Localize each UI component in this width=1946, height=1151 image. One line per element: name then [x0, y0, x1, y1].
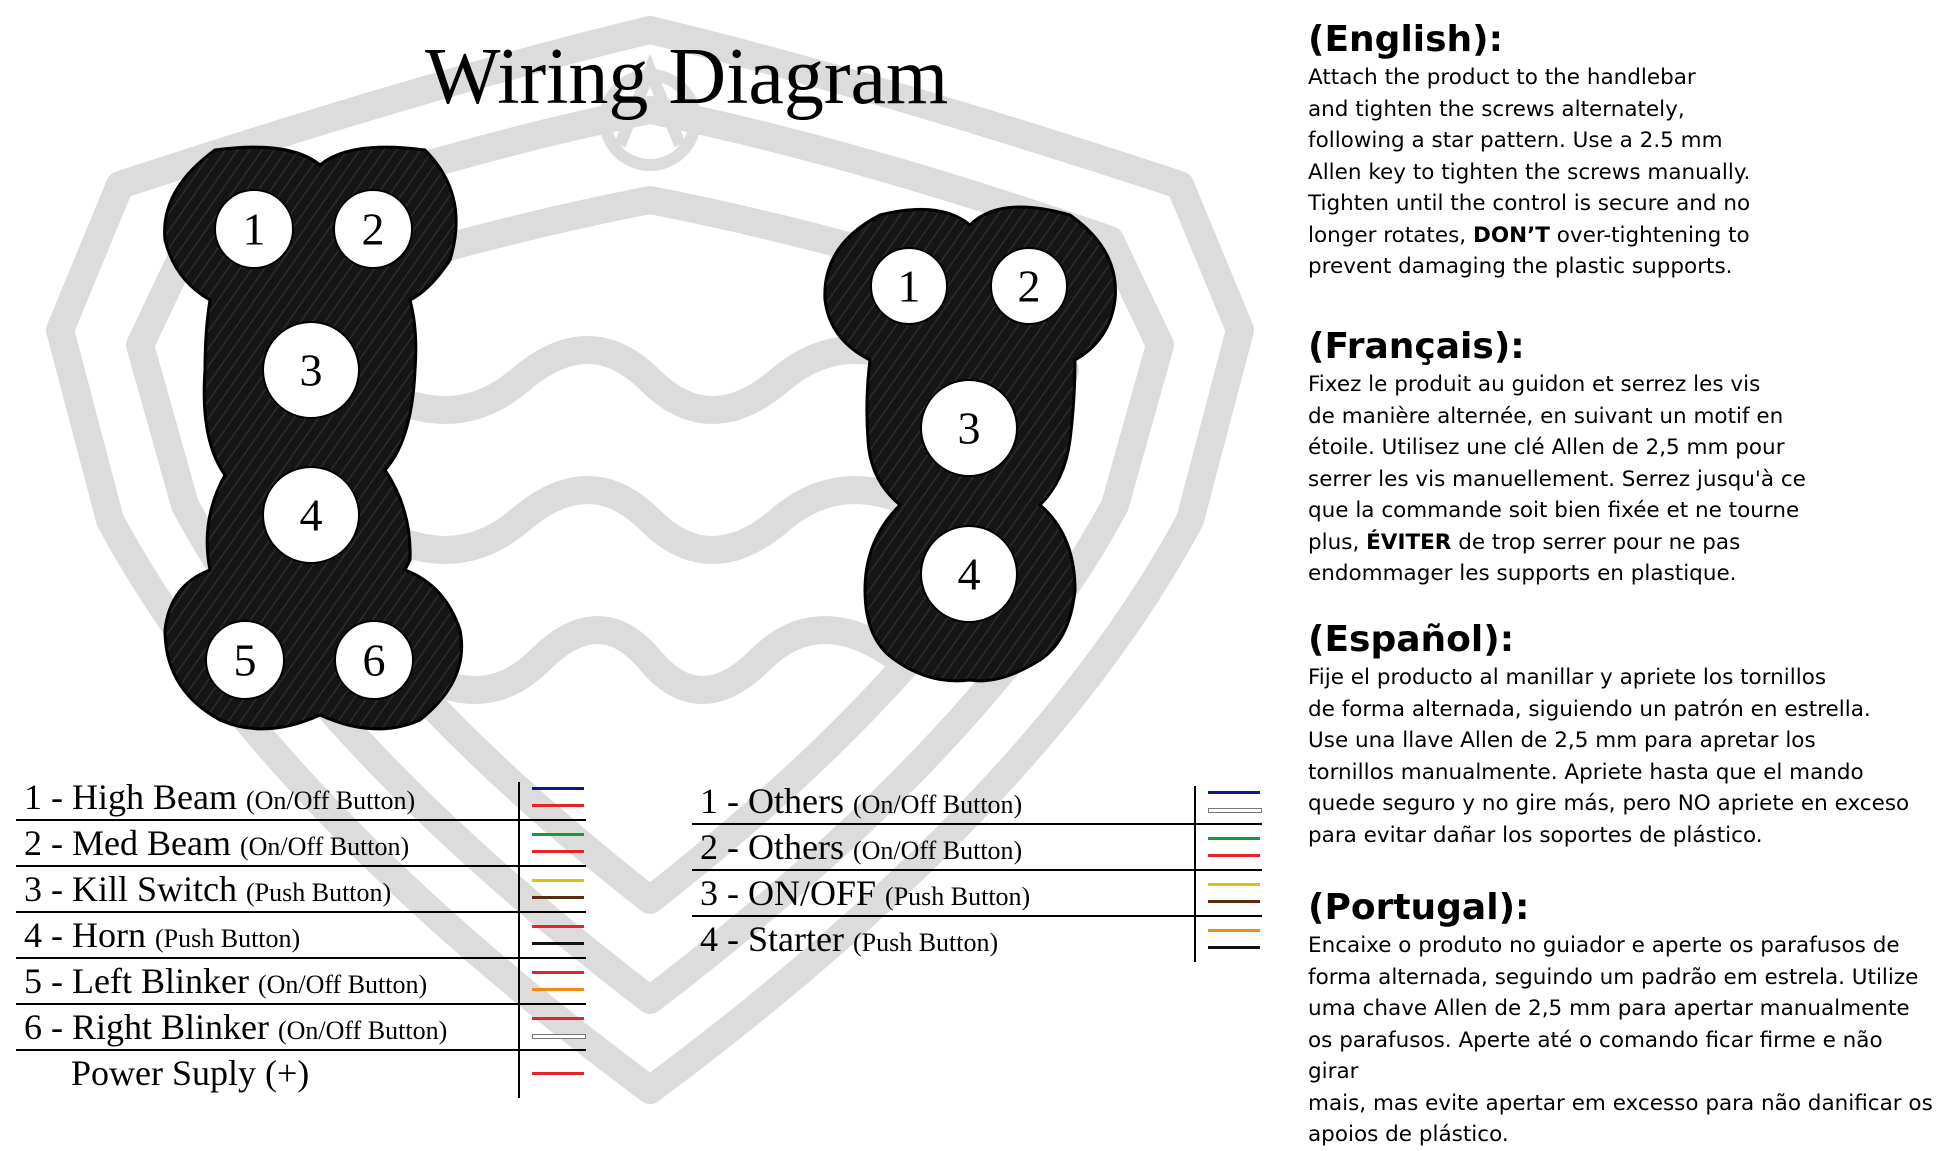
- left-table-row-4: [16, 912, 586, 958]
- english-line-5: Tighten until the control is secure and no: [1308, 191, 1751, 216]
- wire-color-swatch: [532, 1072, 584, 1075]
- wire-color-swatch: [532, 850, 584, 853]
- text-spanish: Fije el producto al manillar y apriete los tornillos de forma alternada, siguiendo un patrón en estrella. Use una llave Allen de 2,5 mm para apretar los tornillos manualmente. Apriete hasta que el mando quede seguro y no gire más, pero NO apriete en exceso para evitar dañar los soportes de plástico.: [1308, 665, 1910, 848]
- heading-english: (English):: [1308, 19, 1504, 60]
- right-table-row-1: [692, 778, 1262, 824]
- right-table-row-label: [700, 778, 1022, 828]
- text-english: [1308, 62, 1938, 283]
- wire-color-swatch: [532, 879, 584, 882]
- control-left-label-2: 2: [361, 203, 385, 255]
- left-table-row-2: [16, 820, 586, 866]
- control-left-label-4: 4: [299, 489, 323, 541]
- heading-french: (Français):: [1308, 326, 1525, 367]
- wiring-table-left: [16, 774, 596, 1104]
- left-table-row-function: Power Suply (+): [71, 1053, 310, 1093]
- left-table-row-7: [16, 1050, 586, 1096]
- wire-color-swatch: [1208, 837, 1260, 840]
- french-line-5: que la commande soit bien fixée et ne tourne: [1308, 498, 1800, 523]
- control-right-label-1: 1: [897, 260, 921, 312]
- english-line-6b: over-tightening to: [1549, 222, 1750, 248]
- left-table-row-3: [16, 866, 586, 912]
- left-table-row-function: 3 - Kill Switch: [24, 869, 237, 909]
- wire-color-swatch: [1208, 946, 1260, 949]
- wire-color-swatch: [532, 833, 584, 836]
- left-table-row-function: 1 - High Beam: [24, 777, 237, 817]
- wire-color-swatch: [532, 787, 584, 790]
- wire-color-swatch: [532, 896, 584, 899]
- right-table-row-function: 2 - Others: [700, 827, 844, 867]
- english-line-4: Allen key to tighten the screws manually.: [1308, 159, 1751, 185]
- left-table-row-function: 4 - Horn: [24, 915, 146, 955]
- right-table-row-button-type: (Push Button): [885, 882, 1031, 911]
- heading-spanish: (Español):: [1308, 619, 1515, 660]
- control-left: [165, 147, 462, 729]
- french-line-7: endommager les supports en plastique.: [1308, 561, 1737, 586]
- control-left-label-5: 5: [233, 634, 257, 686]
- control-left-label-1: 1: [242, 203, 266, 255]
- left-table-row-button-type: (On/Off Button): [245, 786, 416, 815]
- french-line-6b: de trop serrer pour ne pas: [1451, 529, 1741, 555]
- control-right-label-4: 4: [957, 548, 981, 600]
- left-table-row-label: [24, 820, 409, 870]
- wire-color-swatch: [532, 971, 584, 974]
- wire-color-swatch: [532, 925, 584, 928]
- right-table-row-label: [700, 916, 998, 966]
- french-line-6a: plus,: [1308, 529, 1367, 555]
- wire-white-swatch: [1208, 808, 1262, 813]
- wire-color-swatch: [532, 988, 584, 991]
- instructions-english: [1308, 18, 1938, 283]
- right-table-row-function: 1 - Others: [700, 781, 844, 821]
- french-line-3: étoile. Utilisez une clé Allen de 2,5 mm pour: [1308, 435, 1785, 460]
- right-table-row-function: 3 - ON/OFF: [700, 873, 877, 913]
- left-table-row-label: [24, 866, 391, 916]
- right-table-row-3: [692, 870, 1262, 916]
- english-line-7: prevent damaging the plastic supports.: [1308, 254, 1733, 279]
- controls-drawing: [0, 0, 1300, 760]
- control-right-label-2: 2: [1017, 260, 1041, 312]
- english-line-6a: longer rotates,: [1308, 222, 1473, 248]
- instructions-spanish: [1308, 618, 1938, 851]
- left-table-row-function: 5 - Left Blinker: [24, 961, 249, 1001]
- right-table-row-button-type: (Push Button): [852, 928, 999, 957]
- english-line-3: following a star pattern. Use a 2.5 mm: [1308, 128, 1723, 153]
- left-table-row-button-type: (On/Off Button): [278, 1016, 448, 1045]
- wire-color-swatch: [532, 804, 584, 807]
- instructions-portuguese: [1308, 886, 1938, 1151]
- french-bold: ÉVITER: [1366, 529, 1452, 555]
- english-line-1: Attach the product to the handlebar: [1308, 65, 1696, 90]
- left-table-row-6: [16, 1004, 586, 1050]
- left-table-row-button-type: (Push Button): [154, 924, 301, 953]
- left-table-row-label: [71, 1050, 309, 1096]
- wire-color-swatch: [532, 1017, 584, 1020]
- wire-color-swatch: [1208, 883, 1260, 886]
- wire-color-swatch: [1208, 854, 1260, 857]
- left-table-row-5: [16, 958, 586, 1004]
- wiring-table-right: [692, 778, 1272, 968]
- wire-color-swatch: [532, 942, 584, 945]
- left-table-row-button-type: (Push Button): [246, 878, 392, 907]
- left-table-row-button-type: (On/Off Button): [239, 832, 410, 861]
- text-portuguese: Encaixe o produto no guiador e aperte os parafusos de forma alternada, seguindo um padrão em estrela. Utilize uma chave Allen de 2,5 mm para apertar manualmente os parafusos. Aperte até o comando ficar firme e não girar mais, mas evite apertar em excesso para não danificar os apoios de plástico.: [1308, 933, 1933, 1147]
- french-line-2: de manière alternée, en suivant un motif en: [1308, 403, 1784, 429]
- heading-portuguese: (Portugal):: [1308, 887, 1530, 928]
- control-left-label-6: 6: [362, 634, 386, 686]
- instructions-french: [1308, 325, 1938, 590]
- text-french: [1308, 369, 1938, 590]
- right-table-row-label: [700, 870, 1030, 920]
- french-line-4: serrer les vis manuellement. Serrez jusqu'à ce: [1308, 466, 1806, 492]
- left-table-row-label: [24, 912, 300, 962]
- right-table-row-button-type: (On/Off Button): [852, 836, 1023, 865]
- wire-color-swatch: [1208, 791, 1260, 794]
- french-line-1: Fixez le produit au guidon et serrez les vis: [1308, 372, 1761, 397]
- left-table-row-label: [24, 774, 415, 824]
- right-table-row-function: 4 - Starter: [700, 919, 844, 959]
- control-left-label-3: 3: [299, 344, 323, 396]
- control-right-label-3: 3: [957, 402, 981, 454]
- right-table-row-4: [692, 916, 1262, 962]
- wire-white-swatch: [532, 1034, 586, 1039]
- right-table-row-label: [700, 824, 1022, 874]
- wire-color-swatch: [1208, 900, 1260, 903]
- english-line-2: and tighten the screws alternately,: [1308, 96, 1685, 122]
- left-table-row-label: [24, 958, 427, 1008]
- left-table-row-label: [24, 1004, 447, 1054]
- right-table-row-2: [692, 824, 1262, 870]
- left-table-row-button-type: (On/Off Button): [257, 970, 428, 999]
- left-table-row-function: 2 - Med Beam: [24, 823, 231, 863]
- left-table-row-function: 6 - Right Blinker: [24, 1007, 269, 1047]
- left-table-row-1: [16, 774, 586, 820]
- english-bold: DON’T: [1472, 222, 1550, 248]
- page-title: Wiring Diagram: [425, 33, 949, 121]
- wire-color-swatch: [1208, 929, 1260, 932]
- right-table-row-button-type: (On/Off Button): [852, 790, 1023, 819]
